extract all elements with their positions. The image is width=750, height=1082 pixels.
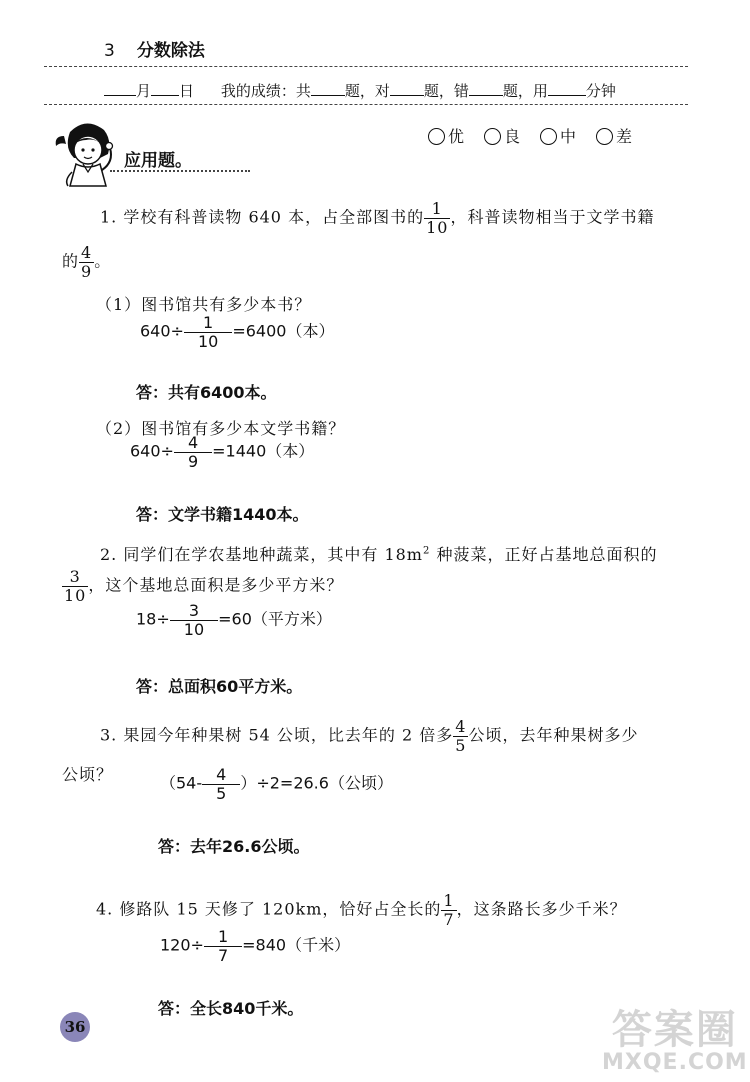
problem-text: 。 <box>94 251 112 271</box>
problem-2-line-2 <box>62 568 343 604</box>
problem-4-line-1 <box>96 892 627 928</box>
chapter-header <box>104 36 205 61</box>
problem-number: 1. <box>100 207 118 227</box>
fraction <box>204 928 242 964</box>
problem-1-part-2-formula <box>130 434 314 470</box>
formula-text: =840（千米） <box>242 935 351 955</box>
formula-text: 640÷ <box>140 321 184 341</box>
right-label: 题，对 <box>344 82 390 100</box>
total-blank <box>311 81 345 96</box>
total-label: 我的成绩：共 <box>220 82 311 100</box>
denominator: 9 <box>187 451 199 471</box>
fraction <box>62 568 88 604</box>
problem-1-part-2-answer: 答：文学书籍1440本。 <box>136 505 309 524</box>
problem-3-line-1 <box>100 718 638 754</box>
circle-icon <box>540 128 557 145</box>
problem-text: 修路队 15 天修了 120km，恰好占全长的 <box>119 899 442 919</box>
formula-text: ）÷2=26.6（公顷） <box>240 773 393 793</box>
formula-text: =60（平方米） <box>218 609 332 629</box>
formula-text: 120÷ <box>160 935 204 955</box>
problem-2-answer: 答：总面积60平方米。 <box>136 677 303 696</box>
problem-text: 种菠菜，正好占基地总面积的 <box>430 545 658 564</box>
problem-4-formula <box>160 928 350 964</box>
rating-label: 良 <box>504 127 521 146</box>
problem-number: 2. <box>100 545 118 564</box>
chapter-number: 3 <box>104 41 115 61</box>
rating-excellent[interactable] <box>428 124 464 147</box>
formula-text: =1440（本） <box>212 441 315 461</box>
numerator: 4 <box>202 766 240 785</box>
denominator: 5 <box>216 783 227 803</box>
rating-average[interactable] <box>540 124 576 147</box>
formula-text: =6400（本） <box>232 321 335 341</box>
fraction <box>174 434 212 470</box>
problem-1-part-1-question <box>96 292 311 315</box>
problem-1-part-1-answer: 答：共有6400本。 <box>136 383 277 402</box>
problem-text: 的 <box>62 251 80 271</box>
numerator: 1 <box>443 891 455 910</box>
month-label: 月 <box>136 82 152 100</box>
circle-icon <box>596 128 613 145</box>
problem-3-line-2 <box>62 762 113 785</box>
problem-text: 果园今年种果树 54 公顷，比去年的 2 倍多 <box>123 725 454 745</box>
problem-text: 学校有科普读物 640 本，占全部图书的 <box>123 207 425 227</box>
problem-3-answer: 答：去年26.6公顷。 <box>158 837 310 856</box>
denominator: 10 <box>197 331 219 351</box>
denominator: 9 <box>81 261 93 281</box>
rating-poor[interactable] <box>596 124 632 147</box>
problem-text: 同学们在学农基地种蔬菜，其中有 18m <box>123 545 423 564</box>
part-question: 图书馆共有多少本书？ <box>141 295 312 314</box>
wrong-blank <box>469 81 503 96</box>
numerator: 1 <box>204 928 242 947</box>
formula-text: 640÷ <box>130 441 174 461</box>
numerator: 1 <box>424 200 450 219</box>
numerator: 4 <box>81 243 93 262</box>
denominator: 10 <box>426 217 449 237</box>
score-line <box>104 80 616 101</box>
problem-1-line-2 <box>62 244 111 280</box>
header-divider-bottom <box>44 104 688 105</box>
wrong-label: 题，错 <box>423 82 469 100</box>
numerator: 3 <box>62 568 88 587</box>
minutes-blank <box>548 81 586 96</box>
problem-number: 3. <box>100 725 118 745</box>
denominator: 10 <box>183 619 205 639</box>
numerator: 1 <box>184 314 232 333</box>
denominator: 7 <box>217 945 229 965</box>
problem-text: ，这个基地总面积是多少平方米？ <box>88 575 344 595</box>
problem-text: ，科普读物相当于文学书籍 <box>450 207 655 227</box>
problem-text: 公顷，去年种果树多少 <box>468 725 639 745</box>
fraction <box>202 766 240 802</box>
rating-options <box>428 124 652 147</box>
day-label: 日 <box>179 82 195 100</box>
watermark-line-1: 答案圈 <box>611 1007 738 1053</box>
fraction <box>170 602 218 638</box>
problem-2-line-1 <box>100 542 657 565</box>
girl-illustration-icon <box>50 114 122 190</box>
circle-icon <box>428 128 445 145</box>
numerator: 4 <box>455 717 467 736</box>
right-blank <box>390 81 424 96</box>
page-number: 36 <box>60 1012 90 1042</box>
day-blank <box>151 81 179 96</box>
problem-text: 公顷？ <box>62 765 114 784</box>
fraction <box>453 718 468 754</box>
fraction <box>441 892 456 928</box>
problem-1-line-1 <box>100 200 654 236</box>
denominator: 5 <box>455 735 467 755</box>
problem-2-formula <box>136 602 332 638</box>
rating-good[interactable] <box>484 124 520 147</box>
rating-label: 差 <box>616 127 633 146</box>
section-title-underline <box>110 170 250 172</box>
part-question: 图书馆有多少本文学书籍？ <box>141 419 346 438</box>
rating-label: 中 <box>560 127 577 146</box>
circle-icon <box>484 128 501 145</box>
rating-label: 优 <box>448 127 465 146</box>
used-label: 题，用 <box>502 82 548 100</box>
watermark-line-2: MXQE.COM <box>602 1050 748 1075</box>
problem-number: 4. <box>96 899 114 919</box>
part-label: （1） <box>96 295 142 314</box>
month-blank <box>104 81 136 96</box>
formula-text: 18÷ <box>136 609 170 629</box>
chapter-title: 分数除法 <box>136 41 205 61</box>
part-label: （2） <box>96 419 142 438</box>
numerator: 3 <box>170 602 218 621</box>
problem-text: ，这条路长多少千米？ <box>456 899 627 919</box>
numerator: 4 <box>174 434 212 453</box>
problem-4-answer: 答：全长840千米。 <box>158 999 304 1018</box>
problem-3-formula <box>160 766 393 802</box>
formula-text: （54- <box>160 773 203 793</box>
section-title: 应用题。 <box>124 151 192 171</box>
fraction <box>424 200 450 236</box>
header-divider-top <box>44 66 688 67</box>
fraction <box>79 244 94 280</box>
denominator: 10 <box>64 585 87 605</box>
denominator: 7 <box>443 909 455 929</box>
superscript: 2 <box>422 545 431 557</box>
fraction <box>184 314 232 350</box>
minutes-label: 分钟 <box>585 82 616 100</box>
problem-1-part-1-formula <box>140 314 334 350</box>
watermark-logo <box>602 1007 748 1075</box>
